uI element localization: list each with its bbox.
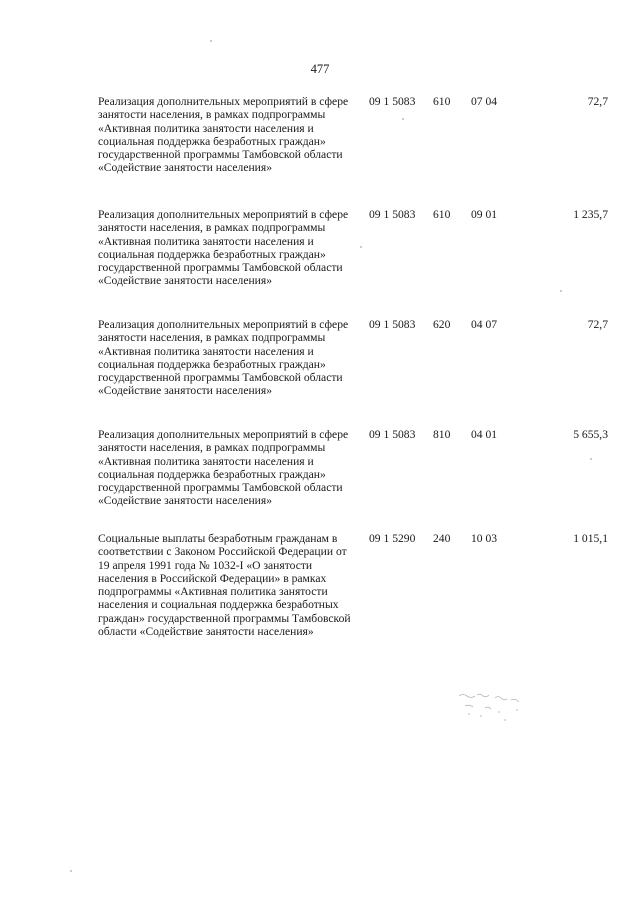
amount: 72,7 bbox=[587, 95, 608, 108]
target-code: 09 1 5083 bbox=[369, 318, 416, 331]
table-row bbox=[98, 428, 608, 532]
amount: 1 235,7 bbox=[573, 208, 608, 221]
scan-speck bbox=[70, 870, 72, 872]
row-description: Реализация дополнительных мероприятий в сфере занятости населения, в рамках подпрограммы «Активная политика занятости населения и социальная поддержка безработных граждан» государственной программы Тамбовской области «Содействие занятости населения» bbox=[98, 318, 349, 398]
amount: 5 655,3 bbox=[573, 428, 608, 441]
section-code: 07 04 bbox=[471, 95, 498, 108]
expense-type: 810 bbox=[433, 428, 451, 441]
page-number: 477 bbox=[310, 62, 330, 76]
amount: 1 015,1 bbox=[573, 532, 608, 545]
scan-speck bbox=[560, 290, 562, 292]
table-row bbox=[98, 532, 608, 638]
section-code: 10 03 bbox=[471, 532, 498, 545]
budget-table bbox=[98, 95, 608, 638]
table-row bbox=[98, 318, 608, 428]
scan-speck bbox=[210, 40, 212, 42]
scan-artifact bbox=[455, 690, 535, 730]
section-code: 04 07 bbox=[471, 318, 498, 331]
expense-type: 620 bbox=[433, 318, 451, 331]
scan-speck bbox=[590, 458, 592, 460]
amount: 72,7 bbox=[587, 318, 608, 331]
table-row bbox=[98, 208, 608, 318]
row-description: Социальные выплаты безработным гражданам в соответствии с Законом Российской Федерации от 19 апреля 1991 года № 1032-I «О занятости населения в Российской Федерации» в рамках подпрограммы «Активная политика занятости населения и социальная поддержка безработных граждан» государственной программы Тамбовской области «Содействие занятости населения» bbox=[98, 532, 351, 639]
row-description: Реализация дополнительных мероприятий в сфере занятости населения, в рамках подпрограммы «Активная политика занятости населения и социальная поддержка безработных граждан» государственной программы Тамбовской области «Содействие занятости населения» bbox=[98, 208, 349, 288]
target-code: 09 1 5083 bbox=[369, 208, 416, 221]
section-code: 09 01 bbox=[471, 208, 498, 221]
row-description: Реализация дополнительных мероприятий в сфере занятости населения, в рамках подпрограммы «Активная политика занятости населения и социальная поддержка безработных граждан» государственной программы Тамбовской области «Содействие занятости населения» bbox=[98, 95, 349, 175]
scan-speck bbox=[360, 246, 362, 248]
section-code: 04 01 bbox=[471, 428, 498, 441]
scan-speck bbox=[402, 118, 404, 120]
target-code: 09 1 5083 bbox=[369, 428, 416, 441]
target-code: 09 1 5083 bbox=[369, 95, 416, 108]
table-row bbox=[98, 95, 608, 208]
target-code: 09 1 5290 bbox=[369, 532, 416, 545]
expense-type: 240 bbox=[433, 532, 451, 545]
row-description: Реализация дополнительных мероприятий в сфере занятости населения, в рамках подпрограммы «Активная политика занятости населения и социальная поддержка безработных граждан» государственной программы Тамбовской области «Содействие занятости населения» bbox=[98, 428, 349, 508]
expense-type: 610 bbox=[433, 208, 451, 221]
expense-type: 610 bbox=[433, 95, 451, 108]
